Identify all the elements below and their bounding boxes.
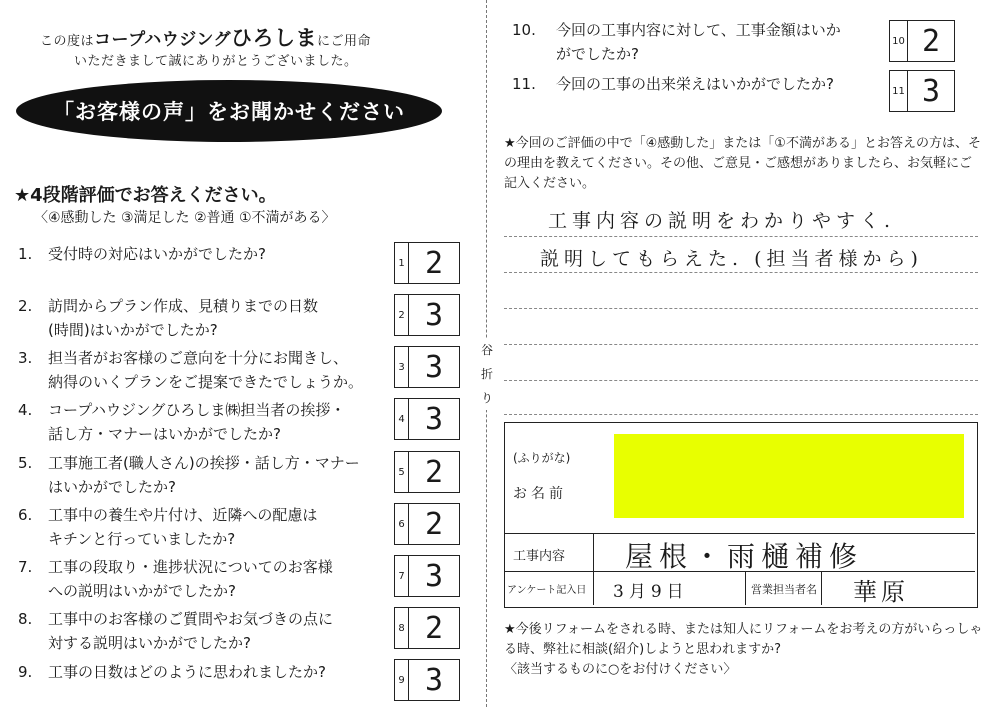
table-divider — [821, 571, 822, 605]
question-1 — [18, 242, 393, 266]
answer-box-7[interactable] — [394, 555, 460, 597]
answer-box-10[interactable] — [889, 20, 955, 62]
rep-label: 営業担当者名 — [751, 583, 817, 596]
question-number: 6. — [18, 506, 33, 524]
intro-post: にご用命 — [317, 34, 372, 49]
table-divider — [593, 533, 594, 605]
answer-value: 2 — [424, 454, 444, 490]
question-number: 5. — [18, 454, 33, 472]
question-text: 今回の工事の出来栄えはいかがでしたか? — [556, 75, 834, 93]
question-6 — [18, 503, 393, 551]
question-9 — [18, 660, 393, 684]
comment-prompt: ★今回のご評価の中で「④感動した」または「①不満がある」とお答えの方は、その理由を教えてください。その他、ご意見・ご感想がありましたら、お気軽にご記入ください。 — [504, 136, 981, 191]
furigana-label: (ふりがな) — [513, 451, 571, 465]
answer-box-number: 9 — [395, 660, 409, 700]
question-5 — [18, 451, 393, 499]
comment-line-2[interactable]: 説明してもらえた. (担当者様から) — [540, 248, 923, 270]
question-number: 8. — [18, 610, 33, 628]
question-number: 11. — [512, 75, 536, 93]
brand-hiragana: ひろしま — [231, 25, 318, 50]
question-text: 工事中のお客様のご質問やお気づきの点に 対する説明はいかがでしたか? — [48, 610, 334, 652]
answer-box-number: 5 — [395, 452, 409, 492]
answer-box-number: 6 — [395, 504, 409, 544]
answer-box-number: 4 — [395, 399, 409, 439]
name-label: お名前 — [513, 486, 567, 502]
intro-line-2: いただきまして誠にありがとうございました。 — [74, 54, 358, 69]
work-label: 工事内容 — [513, 549, 566, 564]
answer-value: 2 — [424, 610, 444, 646]
future-instruction: 〈該当するものに○をお付けください〉 — [504, 662, 737, 677]
comment-rule — [504, 236, 978, 237]
question-7 — [18, 555, 393, 603]
answer-value: 3 — [424, 558, 444, 594]
question-text: 担当者がお客様のご意向を十分にお聞きし、 納得のいくプランをご提案できたでしょうか。 — [48, 349, 364, 391]
question-number: 2. — [18, 297, 33, 315]
comment-rule — [504, 414, 978, 415]
comment-rule — [504, 308, 978, 309]
answer-box-6[interactable] — [394, 503, 460, 545]
table-divider — [745, 571, 746, 605]
answer-box-number: 3 — [395, 347, 409, 387]
brand-katakana: コープハウジング — [94, 30, 232, 50]
answer-box-5[interactable] — [394, 451, 460, 493]
question-number: 7. — [18, 558, 33, 576]
question-3 — [18, 346, 393, 394]
answer-box-number: 7 — [395, 556, 409, 596]
question-number: 3. — [18, 349, 33, 367]
answer-box-number: 11 — [890, 71, 908, 111]
answer-box-9[interactable] — [394, 659, 460, 701]
answer-box-1[interactable] — [394, 242, 460, 284]
question-number: 10. — [512, 21, 536, 39]
question-10 — [512, 18, 882, 66]
evaluation-scale: 〈④感動した ③満足した ②普通 ①不満がある〉 — [34, 210, 336, 226]
work-value[interactable]: 屋根・雨樋補修 — [625, 540, 864, 573]
question-text: 工事施工者(職人さん)の挨拶・話し方・マナー はいかがでしたか? — [48, 454, 360, 496]
answer-box-11[interactable] — [889, 70, 955, 112]
banner-title: 「お客様の声」をお聞かせください — [16, 80, 442, 142]
comment-rule — [504, 272, 978, 273]
question-text: 今回の工事内容に対して、工事金額はいか がでしたか? — [556, 21, 841, 63]
answer-value: 2 — [921, 23, 941, 59]
answer-value: 3 — [921, 73, 941, 109]
question-text: 訪問からプラン作成、見積りまでの日数 (時間)はいかがでしたか? — [48, 297, 319, 339]
question-number: 9. — [18, 663, 33, 681]
intro-pre: この度は — [40, 34, 95, 49]
evaluation-title: ★4段階評価でお答えください。 — [14, 185, 277, 206]
comment-rule — [504, 380, 978, 381]
question-text: 工事の日数はどのように思われましたか? — [48, 663, 326, 681]
rep-value[interactable]: 華原 — [853, 578, 909, 606]
redacted-name-field[interactable] — [614, 434, 964, 518]
fold-label: 谷折り — [479, 338, 495, 410]
answer-box-number: 1 — [395, 243, 409, 283]
question-2 — [18, 294, 393, 342]
answer-value: 2 — [424, 506, 444, 542]
comment-rule — [504, 344, 978, 345]
answer-value: 3 — [424, 662, 444, 698]
answer-value: 3 — [424, 401, 444, 437]
question-text: 工事中の養生や片付け、近隣への配慮は キチンと行っていましたか? — [48, 506, 318, 548]
answer-box-number: 2 — [395, 295, 409, 335]
answer-value: 2 — [424, 245, 444, 281]
question-text: 受付時の対応はいかがでしたか? — [48, 245, 266, 263]
table-divider — [505, 533, 975, 534]
question-number: 1. — [18, 245, 33, 263]
date-value[interactable]: 3月9日 — [613, 582, 689, 602]
question-number: 4. — [18, 401, 33, 419]
question-text: コープハウジングひろしま㈱担当者の挨拶・ 話し方・マナーはいかがでしたか? — [48, 401, 346, 443]
answer-box-2[interactable] — [394, 294, 460, 336]
answer-box-8[interactable] — [394, 607, 460, 649]
answer-box-number: 8 — [395, 608, 409, 648]
question-11 — [512, 72, 882, 96]
comment-line-1[interactable]: 工事内容の説明をわかりやすく. — [548, 210, 896, 232]
answer-value: 3 — [424, 297, 444, 333]
future-question — [504, 620, 984, 680]
answer-box-4[interactable] — [394, 398, 460, 440]
question-text: 工事の段取り・進捗状況についてのお客様 への説明はいかがでしたか? — [48, 558, 333, 600]
answer-value: 3 — [424, 349, 444, 385]
future-question-text: ★今後リフォームをされる時、または知人にリフォームをお考えの方がいらっしゃる時、弊社に相談(紹介)しようと思われますか? — [504, 622, 983, 657]
question-4 — [18, 398, 393, 446]
answer-box-3[interactable] — [394, 346, 460, 388]
date-label: アンケート記入日 — [507, 585, 587, 596]
question-8 — [18, 607, 393, 655]
answer-box-number: 10 — [890, 21, 908, 61]
intro-line-1 — [40, 22, 371, 52]
